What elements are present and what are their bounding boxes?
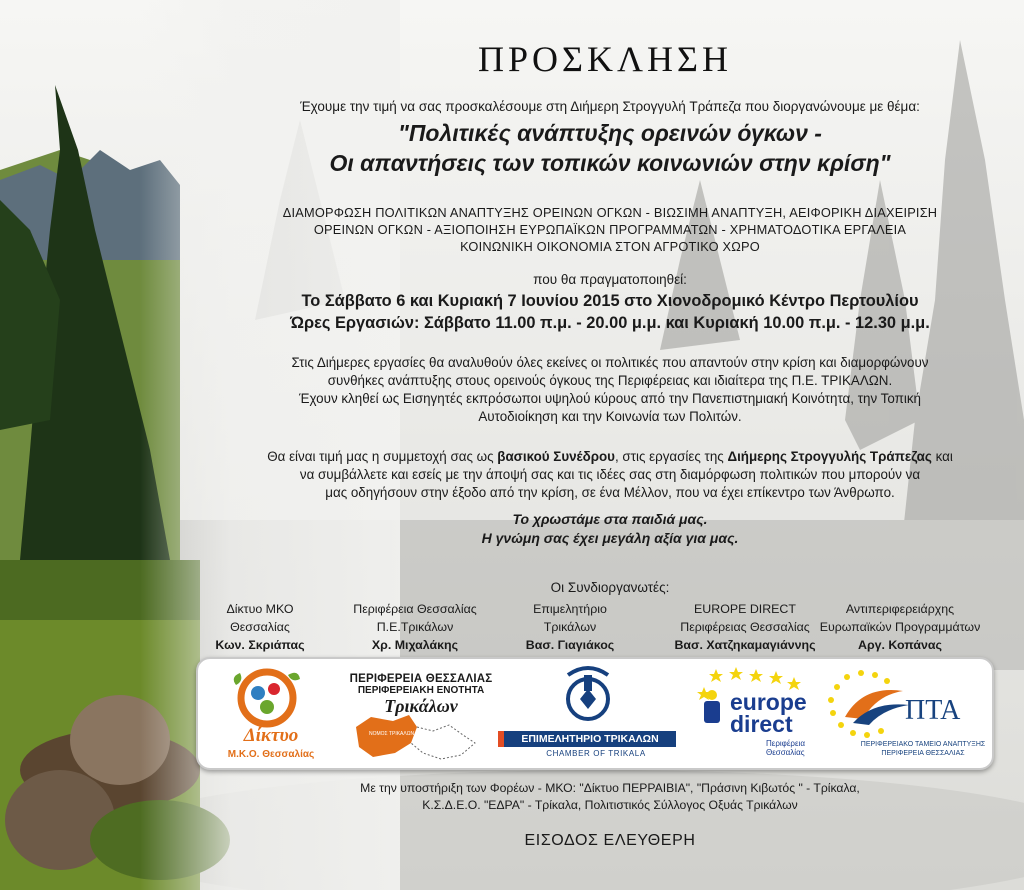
coorganizer-name: EUROPE DIRECT [694, 602, 796, 616]
chamber-name-en: CHAMBER OF TRIKALA [546, 749, 646, 758]
region-name: ΠΕΡΙΦΕΡΕΙΑ ΘΕΣΣΑΛΙΑΣ [349, 673, 493, 685]
motto-line: Το χρωστάμε στα παιδιά μας. [512, 511, 708, 527]
event-dates: Το Σάββατο 6 και Κυριακή 7 Ιουνίου 2015 στο Χιονοδρομικό Κέντρο Περτουλίου [301, 292, 919, 310]
chamber-name: ΕΠΙΜΕΛΗΤΗΡΙΟ ΤΡΙΚΑΛΩΝ [498, 731, 676, 747]
coorganizer-name: Π.Ε.Τρικάλων [376, 620, 454, 634]
paragraph-line: συνθήκες ανάπτυξης στους ορεινούς όγκους της Περιφέρειας και ιδιαίτερα της Π.Ε. ΤΡΙΚΑΛΩΝ. [327, 373, 893, 388]
diktyo-logo [216, 665, 326, 765]
diktyo-sub: Μ.Κ.Ο. Θεσσαλίας [227, 749, 315, 760]
description-paragraph [240, 354, 980, 426]
motto [240, 510, 980, 548]
region-trikala-logo [326, 665, 516, 765]
coorganizer [325, 600, 505, 654]
coorganizer-person: Κων. Σκριάπας [215, 638, 305, 652]
coorganizer [480, 600, 660, 654]
europe-direct-logo [696, 665, 824, 765]
coorganizer-name: Ευρωπαϊκών Προγραμμάτων [819, 620, 981, 634]
region-map-icon [351, 713, 481, 763]
coorganizer-name: Αντιπεριφερειάρχης [845, 602, 955, 616]
coorganizer-name: Περιφέρεια Θεσσαλίας [353, 602, 477, 616]
diktyo-name: Δίκτυο [243, 725, 299, 746]
paragraph-line: να συμβάλλετε και εσείς με την άποψή σας και τις ιδέες σας στη διαμόρφωση πολιτικών που μπορούν να [299, 467, 921, 482]
page-title: ΠΡΟΣΚΛΗΣΗ [477, 39, 733, 79]
paragraph-line [240, 448, 980, 466]
bold-text: Διήμερης Στρογγυλής Τράπεζας [727, 449, 932, 464]
pta-region: ΠΕΡΙΦΕΡΕΙΑ ΘΕΣΣΑΛΙΑΣ [881, 750, 965, 757]
coorganizer [810, 600, 990, 654]
coorganizer-person: Αργ. Κοπάνας [858, 638, 942, 652]
subject-line: Οι απαντήσεις των τοπικών κοινωνιών στην κρίση" [329, 150, 891, 176]
region-unit: ΠΕΡΙΦΕΡΕΙΑΚΗ ΕΝΟΤΗΤΑ [357, 685, 485, 696]
europe-direct-region-line: Περιφέρεια [766, 739, 805, 748]
coorganizer-name: Περιφέρειας Θεσσαλίας [680, 620, 810, 634]
bold-text: βασικού Συνέδρου [497, 449, 615, 464]
support-line: Κ.Σ.Δ.Ε.Ο. "ΕΔΡΑ" - Τρίκαλα, Πολιτιστικός Σύλλογος Οξυάς Τρικάλων [422, 798, 798, 812]
support-line: Με την υποστήριξη των Φορέων - ΜΚΟ: "Δίκτυο ΠΕΡΡΑΙΒΙΑ", "Πράσινη Κιβωτός " - Τρίκαλα, [360, 781, 860, 795]
pta-full-name: ΠΕΡΙΦΕΡΕΙΑΚΟ ΤΑΜΕΙΟ ΑΝΑΠΤΥΞΗΣ [860, 741, 986, 748]
europe-direct-word2: direct [730, 711, 793, 737]
subject-line: "Πολιτικές ανάπτυξης ορεινών όγκων - [398, 120, 822, 146]
coorganizer-name: Επιμελητήριο [533, 602, 607, 616]
coorganizer [170, 600, 350, 654]
coorganizers-title: Οι Συνδιοργανωτές: [550, 580, 670, 595]
europe-direct-region-line: Θεσσαλίας [766, 748, 805, 757]
coorganizer-person: Χρ. Μιχαλάκης [371, 638, 459, 652]
coorganizer-name: Δίκτυο ΜΚΟ [226, 602, 294, 616]
intro-text: Έχουμε την τιμή να σας προσκαλέσουμε στη Διήμερη Στρογγυλή Τράπεζα που διοργανώνουμε με θέμα: [300, 99, 920, 114]
region-city: Τρικάλων [384, 696, 458, 716]
event-hours: Ώρες Εργασιών: Σάββατο 11.00 π.μ. - 20.00 μ.μ. και Κυριακή 10.00 π.μ. - 12.30 μ.μ. [290, 314, 930, 332]
europe-direct-region [766, 739, 805, 757]
sponsor-logos-strip [196, 657, 994, 770]
event-subject [240, 118, 980, 178]
coorganizer-name: Θεσσαλίας [230, 620, 290, 634]
pta-stars-icon [823, 665, 913, 745]
paragraph-line: Αυτοδιοίκηση και την Κοινωνία των Πολιτών. [478, 409, 742, 424]
map-label: ΝΟΜΟΣ ΤΡΙΚΑΛΩΝ [369, 731, 415, 737]
event-schedule [240, 290, 980, 334]
support-text [240, 780, 980, 814]
pta-logo [823, 665, 986, 765]
topics-line: ΔΙΑΜΟΡΦΩΣΗ ΠΟΛΙΤΙΚΩΝ ΑΝΑΠΤΥΞΗΣ ΟΡΕΙΝΩΝ ΟΓΚΩΝ - ΒΙΩΣΙΜΗ ΑΝΑΠΤΥΞΗ, ΑΕΙΦΟΡΙΚΗ ΔΙΑΧΕΙΡΙΣΗ [282, 205, 938, 220]
coorganizer-name: Τρικάλων [543, 620, 597, 634]
paragraph-line: Έχουν κληθεί ως Εισηγητές εκπρόσωποι υψηλού κύρους από την Πανεπιστημιακή Κοινότητα, την Τοπική [299, 391, 921, 406]
text-part: , στις εργασίες της [614, 449, 728, 464]
motto-line: Η γνώμη σας έχει μεγάλη αξία για μας. [481, 530, 739, 546]
topics-line: ΚΟΙΝΩΝΙΚΗ ΟΙΚΟΝΟΜΙΑ ΣΤΟΝ ΑΓΡΟΤΙΚΟ ΧΩΡΟ [460, 239, 760, 254]
europe-direct-word1: europe [730, 689, 807, 715]
topics-list [240, 204, 980, 255]
chamber-trikala-logo [494, 665, 684, 765]
text-part: Θα είναι τιμή μας η συμμετοχή σας ως [267, 449, 498, 464]
coorganizer-person: Βασ. Γιαγιάκος [525, 638, 615, 652]
invitation-paragraph [240, 448, 980, 502]
pta-acronym: ΠΤΑ [905, 695, 961, 726]
coorganizer [655, 600, 835, 654]
paragraph-line: μας οδηγήσουν στην έξοδο από την κρίση, σε ένα Μέλλον, που να έχει επίκεντρο των Άνθρωπο. [325, 485, 895, 500]
chamber-emblem-icon [560, 665, 616, 727]
text-part: και [931, 449, 953, 464]
coorganizer-person: Βασ. Χατζηκαμαγιάννης [674, 638, 816, 652]
when-intro: που θα πραγματοποιηθεί: [533, 272, 687, 287]
free-entry-text: ΕΙΣΟΔΟΣ ΕΛΕΥΘΕΡΗ [524, 832, 696, 849]
topics-line: ΟΡΕΙΝΩΝ ΟΓΚΩΝ - ΑΞΙΟΠΟΙΗΣΗ ΕΥΡΩΠΑΪΚΩΝ ΠΡΟΓΡΑΜΜΑΤΩΝ - ΧΡΗΜΑΤΟΔΟΤΙΚΑ ΕΡΓΑΛΕΙΑ [313, 222, 907, 237]
paragraph-line: Στις Διήμερες εργασίες θα αναλυθούν όλες εκείνες οι πολιτικές που απαντούν στην κρίση και διαμορφώνουν [291, 355, 929, 370]
